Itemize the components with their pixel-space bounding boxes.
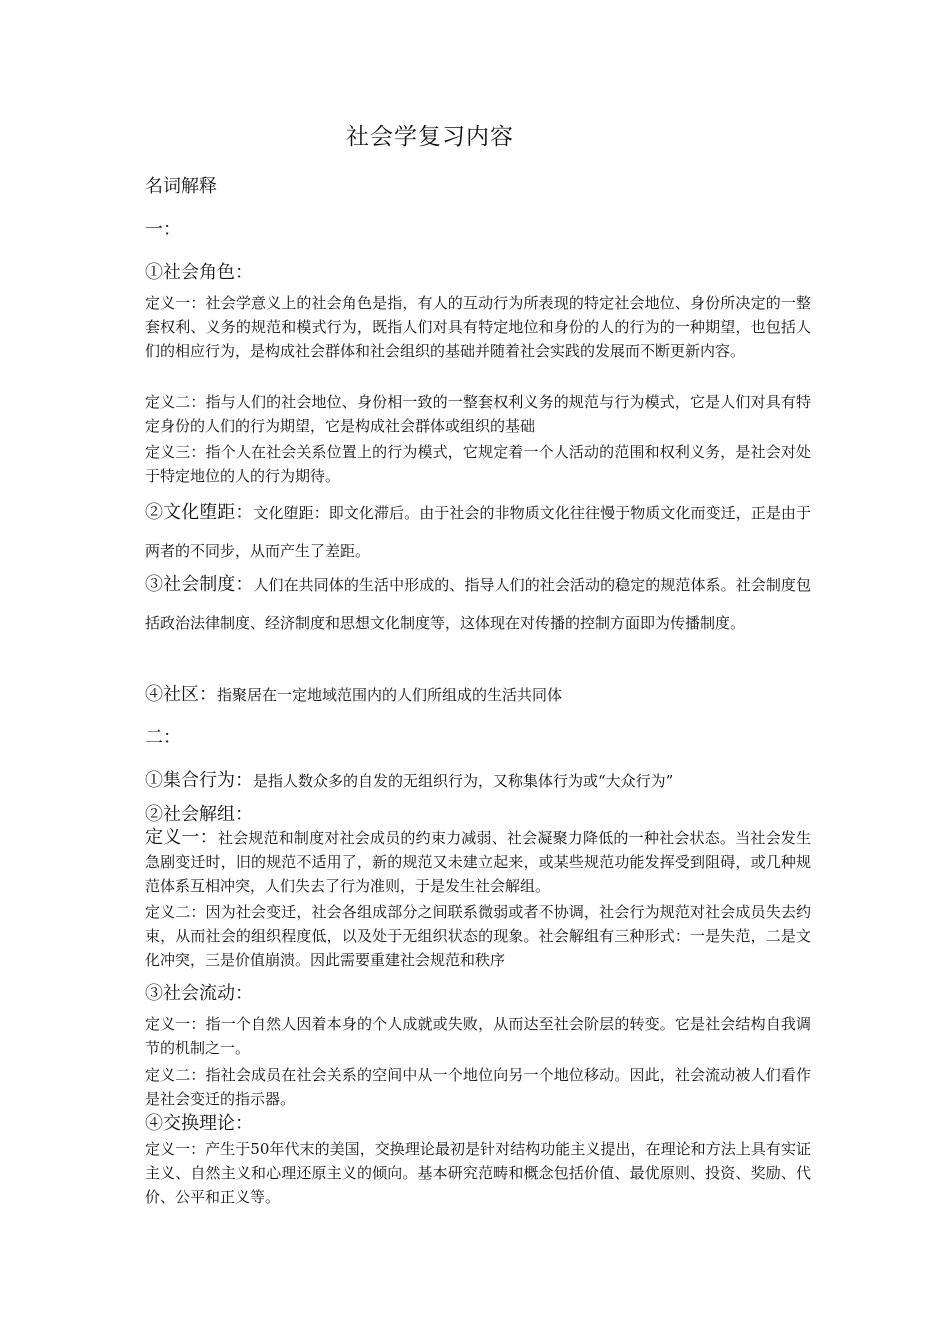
social-role-definition-2: 定义二：指与人们的社会地位、身份相一致的一整套权利义务的规范与行为模式，它是人们对具有特定身份的人们的行为期望，它是构成社会群体或组织的基础 bbox=[145, 393, 811, 435]
term-social-disorganization: ②社会解组： bbox=[145, 804, 253, 825]
social-mobility-definition-1: 定义一：指一个自然人因着本身的个人成就或失败，从而达至社会阶层的转变。它是社会结构自我调节的机制之一。 bbox=[145, 1015, 811, 1057]
part-one-heading: 一： bbox=[145, 219, 181, 240]
social-institution-paragraph bbox=[145, 566, 811, 642]
social-role-definition-3: 定义三：指个人在社会关系位置上的行为模式，它规定着一个人活动的范围和权利义务，是社会对处于特定地位的人的行为期待。 bbox=[145, 443, 811, 485]
social-mobility-definition-2: 定义二：指社会成员在社会关系的空间中从一个地位向另一个地位移动。因此，社会流动被人们看作是社会变迁的指示器。 bbox=[145, 1066, 811, 1108]
social-disorganization-definition-1 bbox=[145, 826, 811, 898]
term-social-mobility: ③社会流动： bbox=[145, 983, 253, 1004]
cultural-lag-text: 文化堕距：即文化滞后。由于社会的非物质文化往往慢于物质文化而变迁，正是由于两者的不同步，从而产生了差距。 bbox=[145, 504, 811, 560]
term-community: ④社区： bbox=[145, 684, 217, 705]
term-collective-behavior: ①集合行为： bbox=[145, 770, 253, 791]
term-cultural-lag: ②文化堕距： bbox=[145, 502, 254, 523]
collective-behavior-paragraph bbox=[145, 766, 811, 796]
collective-behavior-text: 是指人数众多的自发的无组织行为，又称集体行为或“大众行为” bbox=[253, 772, 674, 790]
social-institution-text: 人们在共同体的生活中形成的、指导人们的社会活动的稳定的规范体系。社会制度包括政治法律制度、经济制度和思想文化制度等，这体现在对传播的控制方面即为传播制度。 bbox=[145, 576, 811, 632]
part-two-heading: 二： bbox=[145, 727, 181, 748]
term-exchange-theory: ④交换理论： bbox=[145, 1113, 253, 1134]
community-paragraph bbox=[145, 680, 811, 710]
exchange-theory-definition-1: 定义一：产生于50年代末的美国，交换理论最初是针对结构功能主义提出，在理论和方法上具有实证主义、自然主义和心理还原主义的倾向。基本研究范畴和概念包括价值、最优原则、投资、奖励、代价、公平和正义等。 bbox=[145, 1140, 811, 1206]
term-social-role: ①社会角色： bbox=[145, 262, 253, 283]
social-role-definition-1: 定义一：社会学意义上的社会角色是指，有人的互动行为所表现的特定社会地位、身份所决定的一整套权利、义务的规范和模式行为，既指人们对具有特定地位和身份的人的行为的一种期望，也包括人们的相应行为，是构成社会群体和社会组织的基础并随着社会实践的发展而不断更新内容。 bbox=[145, 294, 811, 360]
term-social-institution: ③社会制度： bbox=[145, 574, 254, 595]
cultural-lag-paragraph bbox=[145, 494, 811, 570]
section-label: 名词解释 bbox=[145, 176, 217, 197]
page-title: 社会学复习内容 bbox=[346, 124, 514, 150]
social-disorganization-definition-2: 定义二：因为社会变迁，社会各组成部分之间联系微弱或者不协调，社会行为规范对社会成员失去约束，从而社会的组织程度低，以及处于无组织状态的现象。社会解组有三种形式：一是失范，二是文化冲突，三是价值崩溃。因此需要重建社会规范和秩序 bbox=[145, 903, 811, 969]
community-text: 指聚居在一定地域范围内的人们所组成的生活共同体 bbox=[217, 686, 563, 704]
social-disorganization-definition-1-text: 社会规范和制度对社会成员的约束力减弱、社会凝聚力降低的一种社会状态。当社会发生急剧变迁时，旧的规范不适用了，新的规范又未建立起来，或某些规范功能发挥受到阻碍，或几种规范体系互相冲突，人们失去了行为准则，于是发生社会解组。 bbox=[145, 829, 811, 895]
definition-one-lead: 定义一： bbox=[145, 827, 218, 848]
